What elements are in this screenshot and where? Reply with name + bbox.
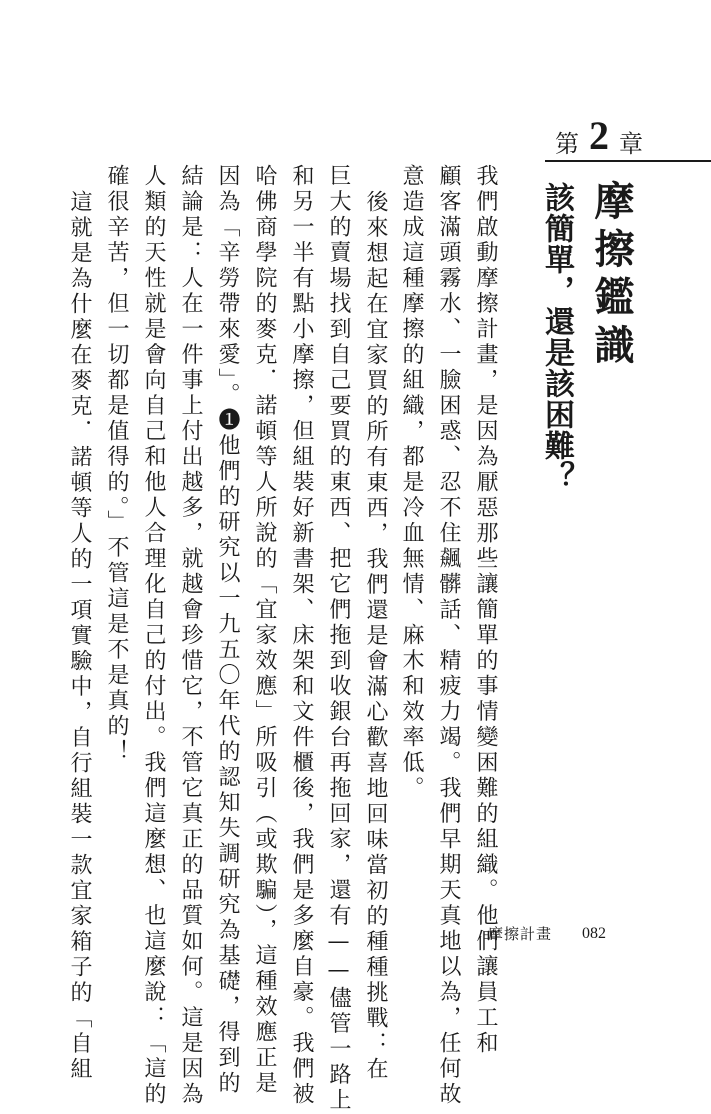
- chapter-number: 2: [589, 113, 609, 158]
- body-column-9: 結論是：人在一件事上付出越多，就越會珍惜它，不管它真正的品質如何。這是因為: [178, 164, 203, 1108]
- body-column-3: 意造成這種摩擦的組織，都是冷血無情、麻木和效率低。: [399, 164, 424, 802]
- chapter-title: 摩擦鑑識: [588, 180, 635, 372]
- body-column-12: 這就是為什麼在麥克．諾頓等人的一項實驗中，自行組裝一款宜家箱子的「自組: [67, 190, 92, 1083]
- chapter-subtitle: 該簡單，還是該困難？: [539, 182, 574, 492]
- body-column-5: 巨大的賣場找到自己要買的東西、把它們拖到收銀台再拖回家，還有——儘管一路上: [326, 164, 351, 1114]
- page-footer: [488, 923, 606, 944]
- page-number: 082: [582, 924, 607, 942]
- chapter-label-prefix: 第: [555, 130, 579, 158]
- body-column-7: 哈佛商學院的麥克．諾頓等人所說的「宜家效應」所吸引（或欺騙），這種效應正是: [252, 164, 277, 1097]
- chapter-label-suffix: 章: [619, 130, 643, 158]
- body-column-8: 因為「辛勞帶來愛」。❶他們的研究以一九五〇年代的認知失調研究為基礎，得到的: [215, 164, 240, 1097]
- body-column-10: 人類的天性就是會向自己和他人合理化自己的付出。我們這麼想、也這麼說：「這的: [141, 164, 166, 1108]
- chapter-label: [555, 112, 643, 156]
- body-column-1: 我們啟動摩擦計畫，是因為厭惡那些讓簡單的事情變困難的組織。他們讓員工和: [473, 164, 498, 1057]
- body-column-2: 顧客滿頭霧水、一臉困惑、忍不住飆髒話、精疲力竭。我們早期天真地以為，任何故: [436, 164, 461, 1108]
- body-column-6: 和另一半有點小摩擦，但組裝好新書架、床架和文件櫃後，我們是多麼自豪。我們被: [289, 164, 314, 1108]
- chapter-divider: [545, 160, 711, 162]
- footer-book-title: 摩擦計畫: [488, 925, 553, 943]
- body-column-4: 後來想起在宜家買的所有東西，我們還是會滿心歡喜地回味當初的種種挑戰：在: [363, 190, 388, 1083]
- body-column-11: 確很辛苦，但一切都是值得的。」不管這是不是真的！: [104, 164, 129, 765]
